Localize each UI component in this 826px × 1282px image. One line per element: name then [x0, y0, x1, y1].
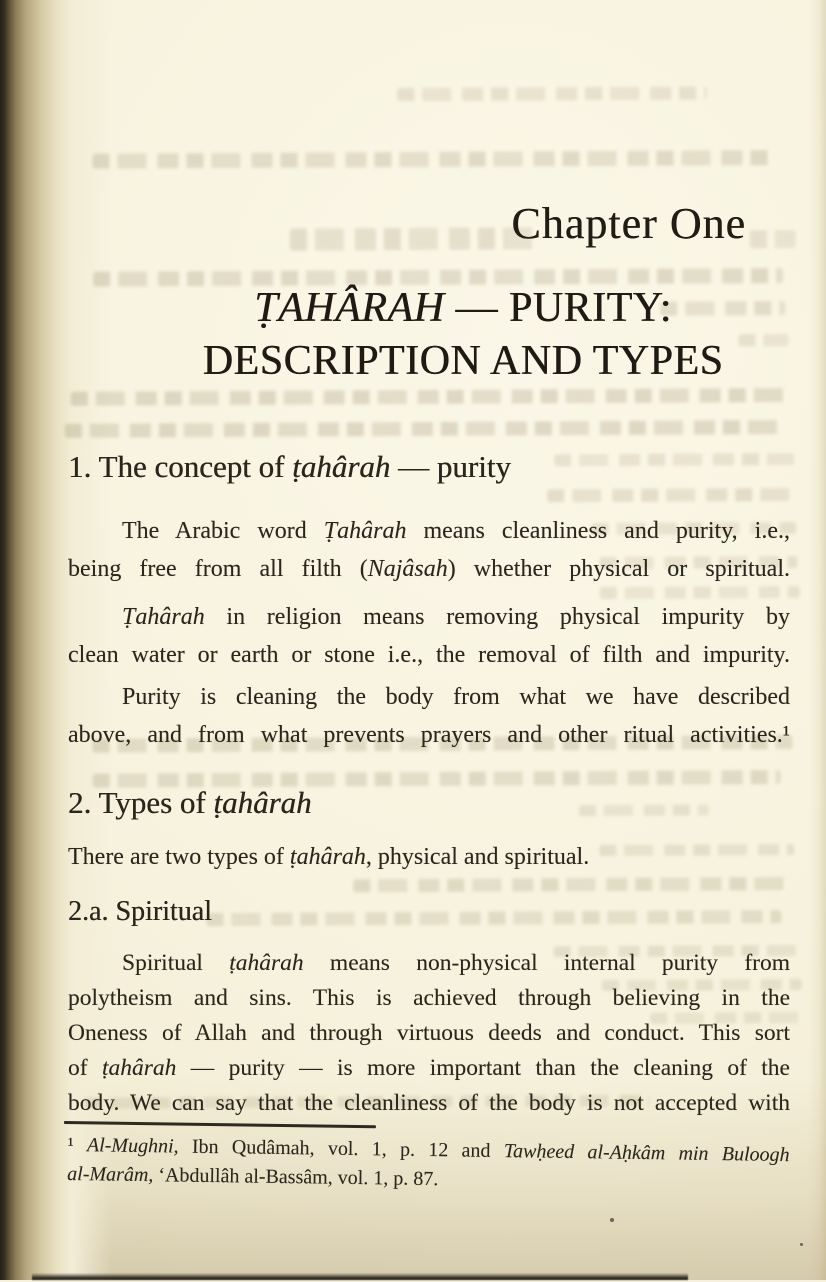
- page-title: [102, 282, 824, 388]
- text-line: Ṭahârah in religion means removing physical impurity by: [122, 604, 790, 630]
- text-line: polytheism and sins. This is achieved through believing in the: [68, 985, 790, 1011]
- text-line: Oneness of Allah and through virtuous deeds and conduct. This sort: [68, 1020, 790, 1046]
- text-line: The Arabic word Ṭahârah means cleanliness and purity, i.e.,: [122, 518, 790, 544]
- text-line: being free from all filth (Najâsah) whether physical or spiritual.: [68, 556, 790, 582]
- text-line: body. We can say that the cleanliness of the body is not accepted with: [68, 1090, 790, 1116]
- text-line: of ṭahârah — purity — is more important than the cleaning of the: [68, 1055, 790, 1081]
- text-line: Spiritual ṭahârah means non-physical internal purity from: [122, 950, 790, 976]
- text-line: ṬAHÂRAH — PURITY:: [254, 285, 672, 331]
- text-line: clean water or earth or stone i.e., the removal of filth and impurity.: [68, 642, 790, 668]
- text-line: al-Marâm, ‘Abdullâh al-Bassâm, vol. 1, p. 87.: [67, 1162, 439, 1191]
- paragraph: [68, 598, 790, 674]
- scan-edge-shadow: [32, 1273, 688, 1280]
- text-line: above, and from what prevents prayers and other ritual activities.¹: [68, 722, 790, 748]
- body-text: [68, 444, 790, 1121]
- text-line: There are two types of ṭahârah, physical and spiritual.: [68, 844, 590, 870]
- footnote-area: [67, 1121, 790, 1199]
- footnote-divider: [64, 1121, 376, 1128]
- scan-speck: [800, 1243, 803, 1246]
- section-heading: [68, 444, 790, 490]
- paragraph: [68, 946, 790, 1121]
- paragraph: [68, 512, 790, 588]
- text-line: 1. The concept of ṭahârah — purity: [68, 449, 511, 484]
- section-heading: [68, 780, 790, 826]
- text-line: DESCRIPTION AND TYPES: [202, 338, 724, 384]
- paragraph: [68, 838, 790, 876]
- page-content: [68, 0, 790, 1189]
- paragraph: [68, 678, 790, 754]
- footnote-text: [67, 1131, 790, 1199]
- text-line: Purity is cleaning the body from what we have described: [122, 684, 790, 710]
- chapter-heading: Chapter One: [511, 199, 746, 248]
- text-line: ¹ Al-Mughni, Ibn Qudâmah, vol. 1, p. 12 and Tawḥeed al-Aḥkâm min Buloogh: [67, 1133, 790, 1167]
- text-line: 2. Types of ṭahârah: [68, 785, 312, 820]
- scan-speck: [610, 1218, 614, 1222]
- section-heading: [68, 892, 790, 932]
- text-line: 2.a. Spiritual: [68, 896, 212, 927]
